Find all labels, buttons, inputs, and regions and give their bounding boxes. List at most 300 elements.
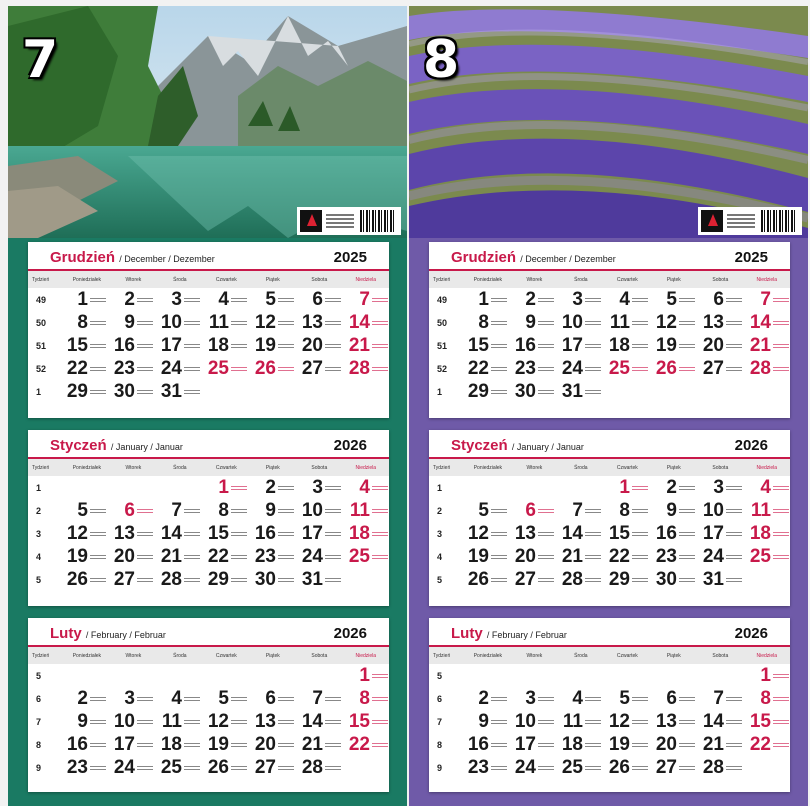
week-number: 2 <box>437 505 443 516</box>
day-number: 28 <box>301 756 323 778</box>
nameday-text <box>632 342 648 350</box>
nameday-text <box>632 741 648 749</box>
day-number: 26 <box>467 568 489 590</box>
week-row <box>28 288 389 311</box>
day-cell <box>295 335 342 357</box>
week-column-header: Tydzień <box>433 652 451 659</box>
nameday-text <box>137 530 153 538</box>
weekday-label: Sobota <box>311 464 328 471</box>
day-number: 18 <box>561 733 583 755</box>
day-cell <box>555 381 602 403</box>
week-number: 50 <box>36 317 47 328</box>
day-number: 14 <box>749 311 771 333</box>
nameday-text <box>231 342 247 350</box>
nameday-text <box>278 507 294 515</box>
day-number: 11 <box>161 710 182 732</box>
week-column-header: Tydzień <box>433 276 451 283</box>
nameday-text <box>679 553 695 561</box>
day-cell <box>154 757 201 779</box>
day-cell <box>248 358 295 380</box>
day-number: 12 <box>467 522 489 544</box>
nameday-text <box>137 741 153 749</box>
nameday-text <box>726 296 742 304</box>
weekday-label: Środa <box>574 464 588 471</box>
day-cell <box>649 477 696 499</box>
day-number: 20 <box>655 733 677 755</box>
nameday-text <box>773 296 789 304</box>
nameday-text <box>278 365 294 373</box>
day-number: 8 <box>359 687 370 709</box>
nameday-text <box>90 718 106 726</box>
day-number: 15 <box>348 710 370 732</box>
day-cell <box>555 358 602 380</box>
day-cell <box>602 757 649 779</box>
day-number: 28 <box>561 568 583 590</box>
day-cell <box>201 500 248 522</box>
day-cell <box>649 688 696 710</box>
day-number: 13 <box>514 522 536 544</box>
nameday-text <box>726 342 742 350</box>
nameday-text <box>372 484 388 492</box>
day-number: 30 <box>655 568 677 590</box>
day-cell <box>649 500 696 522</box>
weekday-label: Środa <box>173 652 187 659</box>
week-row <box>429 710 790 733</box>
nameday-text <box>585 365 601 373</box>
day-number: 24 <box>301 545 323 567</box>
day-number: 31 <box>702 568 724 590</box>
day-grid <box>28 476 389 591</box>
day-grid <box>429 664 790 779</box>
nameday-text <box>726 553 742 561</box>
nameday-text <box>90 507 106 515</box>
page-number: 7 <box>22 30 59 90</box>
nameday-text <box>184 319 200 327</box>
day-number: 2 <box>478 687 489 709</box>
day-cell <box>201 569 248 591</box>
day-number: 13 <box>702 311 724 333</box>
day-cell <box>60 523 107 545</box>
week-row <box>429 664 790 687</box>
calendar-page-7 <box>8 6 407 806</box>
nameday-text <box>726 764 742 772</box>
day-number: 3 <box>312 476 323 498</box>
day-number: 1 <box>619 476 630 498</box>
day-number: 3 <box>713 476 724 498</box>
nameday-text <box>632 718 648 726</box>
day-cell <box>248 569 295 591</box>
day-number: 20 <box>514 545 536 567</box>
day-cell <box>295 757 342 779</box>
nameday-text <box>372 718 388 726</box>
day-cell <box>60 500 107 522</box>
day-cell <box>60 358 107 380</box>
day-cell <box>696 477 743 499</box>
day-number: 22 <box>207 545 229 567</box>
nameday-text <box>632 507 648 515</box>
week-row <box>28 357 389 380</box>
day-number: 9 <box>77 710 88 732</box>
nameday-text <box>184 388 200 396</box>
weekday-label: Piątek <box>666 276 681 283</box>
day-cell <box>743 477 790 499</box>
day-number: 5 <box>478 499 489 521</box>
week-number: 8 <box>36 739 42 750</box>
day-cell <box>295 523 342 545</box>
week-number: 8 <box>437 739 443 750</box>
weekday-label: Poniedziałek <box>473 276 503 283</box>
day-cell <box>342 358 389 380</box>
nameday-text <box>726 319 742 327</box>
month-title: Styczeń / January / Januar <box>451 437 584 454</box>
nameday-text <box>679 718 695 726</box>
day-number: 29 <box>608 568 630 590</box>
day-number: 24 <box>514 756 536 778</box>
day-cell <box>696 569 743 591</box>
day-number: 15 <box>608 522 630 544</box>
nameday-text <box>726 530 742 538</box>
day-number: 24 <box>113 756 135 778</box>
nameday-text <box>585 319 601 327</box>
day-number: 24 <box>160 357 182 379</box>
day-number: 5 <box>666 288 677 310</box>
day-cell <box>743 500 790 522</box>
week-number: 1 <box>36 386 42 397</box>
nameday-text <box>90 530 106 538</box>
day-number: 6 <box>312 288 323 310</box>
day-cell <box>248 523 295 545</box>
week-number: 1 <box>437 482 443 493</box>
day-cell <box>107 335 154 357</box>
weekday-header <box>429 647 790 664</box>
day-cell <box>555 688 602 710</box>
publisher-label <box>297 207 401 235</box>
week-row <box>429 499 790 522</box>
publisher-logo-icon <box>300 210 322 232</box>
day-cell <box>696 335 743 357</box>
day-number: 22 <box>348 733 370 755</box>
day-cell <box>555 569 602 591</box>
day-cell <box>508 500 555 522</box>
month-header <box>28 618 389 647</box>
nameday-text <box>325 695 341 703</box>
day-cell <box>555 734 602 756</box>
publisher-label <box>698 207 802 235</box>
day-number: 17 <box>561 334 583 356</box>
nameday-text <box>184 342 200 350</box>
day-number: 31 <box>561 380 583 402</box>
day-number: 4 <box>619 288 630 310</box>
day-cell <box>602 477 649 499</box>
nameday-text <box>679 484 695 492</box>
day-cell <box>201 477 248 499</box>
week-row <box>28 380 389 403</box>
week-row <box>28 311 389 334</box>
day-number: 10 <box>160 311 182 333</box>
week-row <box>429 311 790 334</box>
day-cell <box>696 734 743 756</box>
nameday-text <box>679 319 695 327</box>
day-number: 11 <box>750 499 771 521</box>
month-header <box>429 242 790 271</box>
nameday-text <box>90 741 106 749</box>
nameday-text <box>632 576 648 584</box>
day-number: 5 <box>265 288 276 310</box>
nameday-text <box>231 296 247 304</box>
month-block-february <box>28 618 389 792</box>
day-cell <box>649 569 696 591</box>
day-number: 6 <box>666 687 677 709</box>
nameday-text <box>773 342 789 350</box>
day-number: 15 <box>207 522 229 544</box>
day-number: 16 <box>113 334 135 356</box>
day-number: 11 <box>609 311 630 333</box>
day-number: 16 <box>514 334 536 356</box>
week-row <box>429 733 790 756</box>
day-cell <box>107 289 154 311</box>
day-number: 9 <box>525 311 536 333</box>
week-row <box>429 522 790 545</box>
nameday-text <box>491 576 507 584</box>
day-cell <box>154 358 201 380</box>
week-number: 5 <box>36 670 42 681</box>
weekday-label: Środa <box>173 464 187 471</box>
week-row <box>28 334 389 357</box>
weekday-label: Sobota <box>311 652 328 659</box>
weekday-label: Czwartek <box>616 464 638 471</box>
nameday-text <box>773 319 789 327</box>
nameday-text <box>726 576 742 584</box>
day-number: 10 <box>514 710 536 732</box>
nameday-text <box>372 695 388 703</box>
day-cell <box>461 757 508 779</box>
nameday-text <box>585 764 601 772</box>
day-cell <box>696 523 743 545</box>
nameday-text <box>231 319 247 327</box>
day-cell <box>743 289 790 311</box>
nameday-text <box>491 553 507 561</box>
month-block-february <box>429 618 790 792</box>
day-cell <box>107 523 154 545</box>
weekday-header <box>429 271 790 288</box>
day-cell <box>602 734 649 756</box>
day-cell <box>743 358 790 380</box>
nameday-text <box>325 342 341 350</box>
nameday-text <box>278 695 294 703</box>
nameday-text <box>278 576 294 584</box>
nameday-text <box>372 553 388 561</box>
day-number: 21 <box>561 545 583 567</box>
day-cell <box>555 335 602 357</box>
nameday-text <box>184 365 200 373</box>
weekday-label: Piątek <box>265 276 280 283</box>
nameday-text <box>538 388 554 396</box>
nameday-text <box>491 764 507 772</box>
nameday-text <box>231 718 247 726</box>
nameday-text <box>231 365 247 373</box>
day-number: 13 <box>254 710 276 732</box>
weekday-label: Wtorek <box>526 652 543 659</box>
nameday-text <box>491 342 507 350</box>
day-cell <box>60 757 107 779</box>
nameday-text <box>632 365 648 373</box>
nameday-text <box>278 296 294 304</box>
week-number: 9 <box>36 762 42 773</box>
day-number: 12 <box>254 311 276 333</box>
day-cell <box>555 312 602 334</box>
day-cell <box>602 289 649 311</box>
week-row <box>28 710 389 733</box>
day-number: 4 <box>572 687 583 709</box>
nameday-text <box>773 365 789 373</box>
nameday-text <box>585 695 601 703</box>
month-header <box>429 618 790 647</box>
nameday-text <box>278 764 294 772</box>
nameday-text <box>325 530 341 538</box>
nameday-text <box>90 296 106 304</box>
week-number: 9 <box>437 762 443 773</box>
nameday-text <box>773 741 789 749</box>
nameday-text <box>372 319 388 327</box>
day-number: 6 <box>265 687 276 709</box>
day-cell <box>60 381 107 403</box>
day-cell <box>649 546 696 568</box>
month-year: 2026 <box>734 625 768 642</box>
weekday-label: Piątek <box>666 652 681 659</box>
day-number: 29 <box>467 380 489 402</box>
day-cell <box>555 711 602 733</box>
day-cell <box>154 546 201 568</box>
day-cell <box>107 546 154 568</box>
nameday-text <box>538 319 554 327</box>
day-cell <box>342 734 389 756</box>
day-number: 3 <box>572 288 583 310</box>
day-cell <box>696 546 743 568</box>
day-number: 12 <box>608 710 630 732</box>
day-number: 23 <box>66 756 88 778</box>
day-number: 7 <box>760 288 771 310</box>
week-number: 1 <box>437 386 443 397</box>
week-row <box>28 476 389 499</box>
day-number: 6 <box>124 499 135 521</box>
day-number: 15 <box>66 334 88 356</box>
day-number: 1 <box>760 664 771 686</box>
publisher-info <box>326 212 354 230</box>
week-number: 2 <box>36 505 42 516</box>
day-number: 11 <box>349 499 370 521</box>
nameday-text <box>325 507 341 515</box>
day-cell <box>602 500 649 522</box>
day-cell <box>248 734 295 756</box>
nameday-text <box>773 695 789 703</box>
day-cell <box>295 289 342 311</box>
weekday-header <box>28 271 389 288</box>
nameday-text <box>538 695 554 703</box>
day-cell <box>107 312 154 334</box>
weekday-label: Wtorek <box>526 276 543 283</box>
day-cell <box>743 665 790 687</box>
nameday-text <box>585 530 601 538</box>
day-cell <box>107 757 154 779</box>
day-number: 27 <box>254 756 276 778</box>
day-number: 31 <box>301 568 323 590</box>
week-row <box>28 568 389 591</box>
day-cell <box>60 289 107 311</box>
nameday-text <box>90 553 106 561</box>
nameday-text <box>726 718 742 726</box>
day-number: 1 <box>478 288 489 310</box>
day-cell <box>342 312 389 334</box>
week-number: 3 <box>36 528 42 539</box>
day-cell <box>696 312 743 334</box>
nameday-text <box>491 388 507 396</box>
nameday-text <box>278 718 294 726</box>
day-cell <box>649 757 696 779</box>
day-number: 11 <box>562 710 583 732</box>
nameday-text <box>632 530 648 538</box>
day-number: 26 <box>254 357 276 379</box>
weekday-header <box>28 459 389 476</box>
day-number: 2 <box>525 288 536 310</box>
week-number: 5 <box>437 574 443 585</box>
day-number: 8 <box>760 687 771 709</box>
day-cell <box>201 688 248 710</box>
nameday-text <box>137 576 153 584</box>
week-number: 6 <box>36 693 42 704</box>
day-number: 1 <box>218 476 229 498</box>
nameday-text <box>372 741 388 749</box>
day-number: 28 <box>348 357 370 379</box>
day-number: 2 <box>666 476 677 498</box>
nameday-text <box>325 718 341 726</box>
week-row <box>28 733 389 756</box>
day-number: 13 <box>655 710 677 732</box>
day-cell <box>107 500 154 522</box>
mountain-lake-photo <box>8 6 407 238</box>
day-number: 11 <box>208 311 229 333</box>
nameday-text <box>137 388 153 396</box>
month-title: Luty / February / Februar <box>451 625 567 642</box>
nameday-text <box>585 388 601 396</box>
nameday-text <box>585 553 601 561</box>
nameday-text <box>679 365 695 373</box>
day-cell <box>602 523 649 545</box>
nameday-text <box>184 741 200 749</box>
week-number: 51 <box>437 340 448 351</box>
nameday-text <box>90 342 106 350</box>
week-number: 5 <box>36 574 42 585</box>
nameday-text <box>679 764 695 772</box>
day-cell <box>248 335 295 357</box>
day-number: 29 <box>207 568 229 590</box>
month-block-december <box>28 242 389 418</box>
day-cell <box>295 358 342 380</box>
weekday-label: Wtorek <box>125 652 142 659</box>
day-number: 25 <box>561 756 583 778</box>
month-year: 2026 <box>333 437 367 454</box>
day-number: 10 <box>702 499 724 521</box>
weekday-label: Niedziela <box>355 464 377 471</box>
day-cell <box>508 711 555 733</box>
day-cell <box>248 477 295 499</box>
month-header <box>28 430 389 459</box>
weekday-label: Sobota <box>712 276 729 283</box>
nameday-text <box>184 576 200 584</box>
day-cell <box>248 546 295 568</box>
day-number: 21 <box>348 334 370 356</box>
day-cell <box>154 335 201 357</box>
day-cell <box>201 312 248 334</box>
